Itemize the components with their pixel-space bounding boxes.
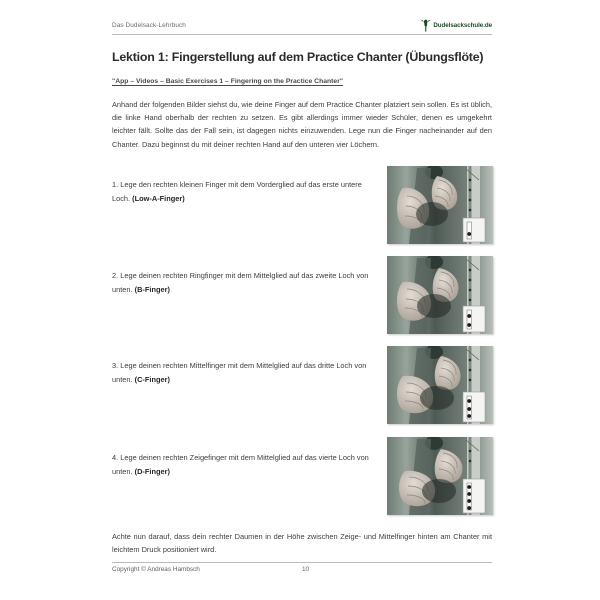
step-text: Lege den rechten kleinen Finger mit dem Vorderglied auf das erste untere Loch.: [112, 180, 362, 203]
bagpipe-thistle-icon: [421, 19, 431, 32]
step-emphasis: (Low-A-Finger): [132, 193, 185, 203]
photo-graphic: [387, 166, 493, 244]
chanter-photo-1: [387, 166, 493, 244]
step-text: Lege deinen rechten Zeigefinger mit dem Mittelglied auf das vierte Loch von unten.: [112, 453, 369, 476]
instruction-step-3: [112, 359, 370, 386]
step-emphasis: (C-Finger): [134, 374, 170, 384]
step-text: Lege deinen rechten Mittelfinger mit dem Mittelglied auf das dritte Loch von unten.: [112, 361, 367, 384]
step-number: 1.: [112, 180, 119, 189]
chanter-photo-2: [387, 256, 493, 334]
instruction-step-1: [112, 178, 370, 205]
step-number: 4.: [112, 453, 119, 462]
photo-graphic: [387, 256, 493, 334]
instruction-step-2: [112, 269, 370, 296]
instruction-step-4: [112, 451, 370, 478]
step-text: Lege deinen rechten Ringfinger mit dem Mittelglied auf das zweite Loch von unten.: [112, 271, 369, 294]
intro-paragraph: Anhand der folgenden Bilder siehst du, wie deine Finger auf dem Practice Chanter platziert sein sollen. Es ist üblich, die linke Hand oberhalb der rechten zu setzen. Es gibt allerdings immer wieder Schüler, denen es umgekehrt leichter fällt. Sollte das der Fall sein, ist dagegen nichts einzuwenden. Lege nun die Finger nacheinander auf den Chanter. Dazu beginnst du mit deiner rechten Hand auf den unteren vier Löchern.: [112, 100, 493, 149]
photo-graphic: [387, 437, 493, 515]
lesson-subtitle: "App – Videos – Basic Exercises 1 – Fingering on the Practice Chanter": [112, 78, 344, 85]
header-divider: [112, 34, 492, 35]
step-emphasis: (B-Finger): [134, 284, 170, 294]
closing-paragraph: Achte nun darauf, dass dein rechter Daumen in der Höhe zwischen Zeige- und Mittelfinger hinten am Chanter mit leichtem Druck positioniert wird.: [112, 532, 492, 555]
running-header-title: Das Dudelsack-Lehrbuch: [112, 22, 186, 29]
footer-page-number: 10: [302, 566, 310, 573]
site-logo-text: Dudelsackschule.de: [433, 21, 492, 29]
photo-graphic: [387, 346, 493, 424]
chanter-photo-4: [387, 437, 493, 515]
chanter-photo-3: [387, 346, 493, 424]
site-logo: [421, 18, 492, 32]
step-emphasis: (D-Finger): [134, 466, 170, 476]
page-header: [112, 22, 492, 44]
page-title: Lektion 1: Fingerstellung auf dem Practice Chanter (Übungsflöte): [112, 50, 484, 64]
footer-copyright: Copyright © Andreas Hambsch: [112, 566, 200, 573]
step-number: 3.: [112, 361, 119, 370]
footer-divider: [112, 562, 492, 563]
step-number: 2.: [112, 271, 119, 280]
